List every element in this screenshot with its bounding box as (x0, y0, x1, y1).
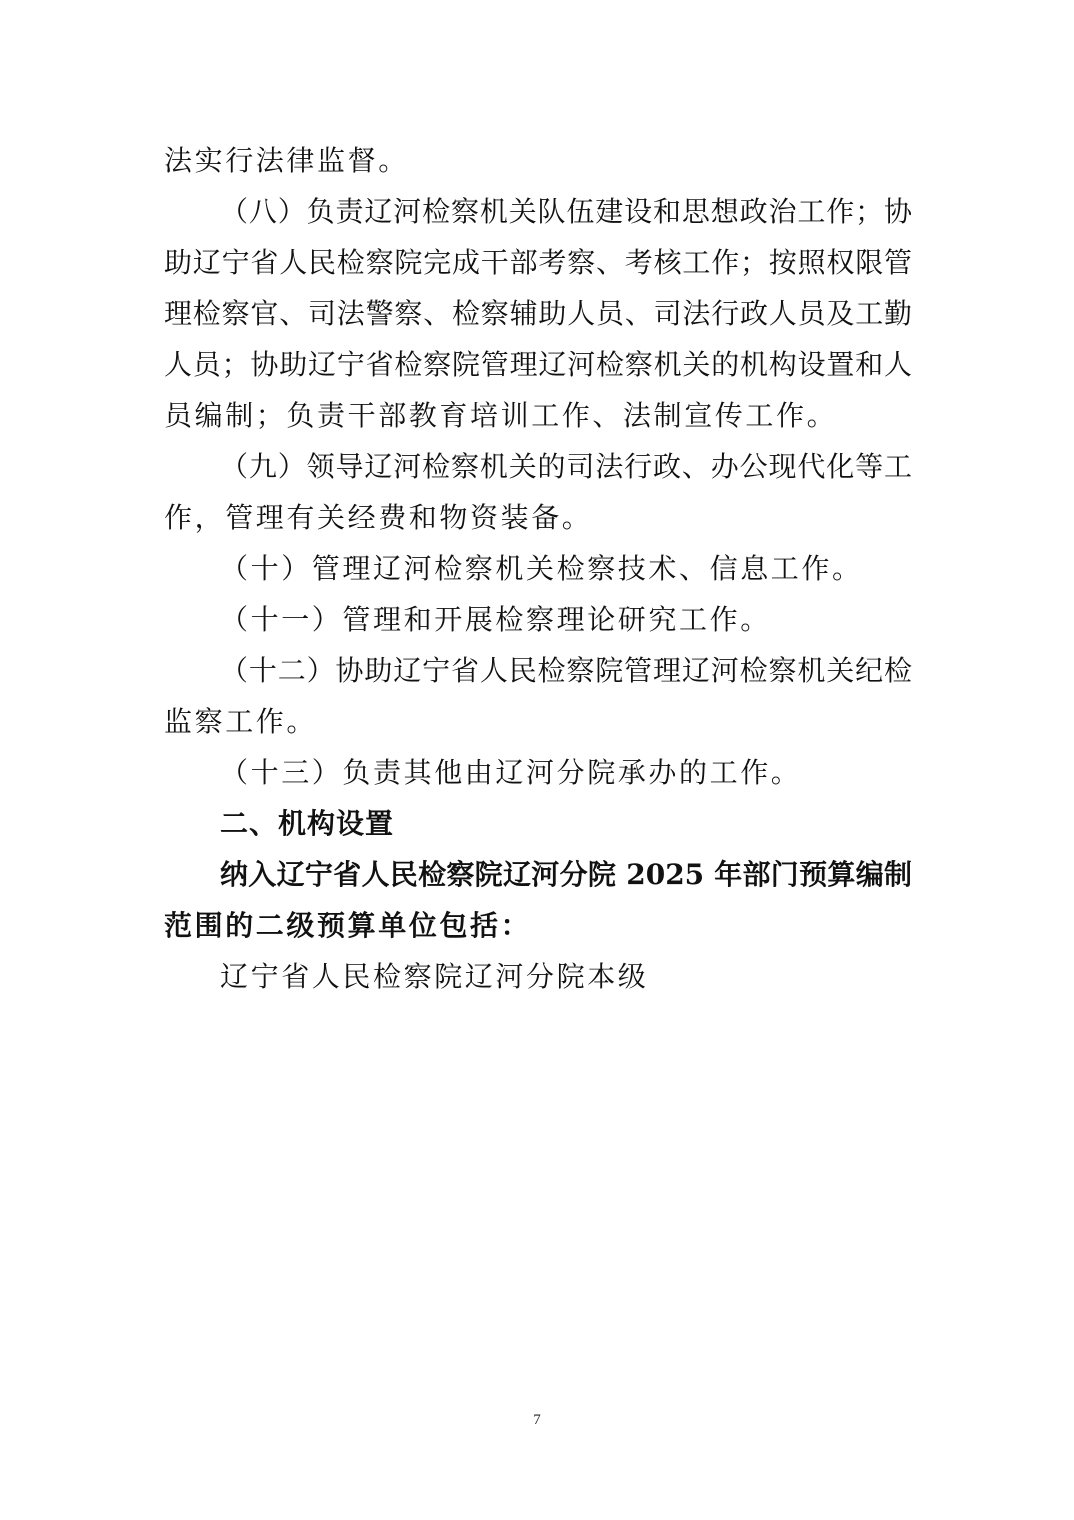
section-heading: 二、机构设置 (220, 807, 395, 840)
page-number: 7 (533, 1412, 541, 1428)
paragraph-line: 范围的二级预算单位包括： (164, 909, 532, 942)
paragraph-line: （九）领导辽河检察机关的司法行政、办公现代化等工 (220, 450, 912, 483)
paragraph-line: 纳入辽宁省人民检察院辽河分院 2025 年部门预算编制 (220, 858, 912, 891)
paragraph-line: 监察工作。 (164, 705, 318, 738)
paragraph-line: 助辽宁省人民检察院完成干部考察、考核工作；按照权限管 (164, 246, 912, 279)
paragraph-line: 辽宁省人民检察院辽河分院本级 (220, 960, 649, 993)
paragraph-line: 人员；协助辽宁省检察院管理辽河检察机关的机构设置和人 (164, 348, 912, 381)
paragraph-line: （十二）协助辽宁省人民检察院管理辽河检察机关纪检 (220, 654, 912, 687)
paragraph-line: （十一）管理和开展检察理论研究工作。 (220, 603, 771, 636)
paragraph-line: （八）负责辽河检察机关队伍建设和思想政治工作；协 (220, 195, 912, 228)
document-body (164, 135, 912, 1002)
paragraph-line: 员编制；负责干部教育培训工作、法制宣传工作。 (164, 399, 838, 432)
paragraph-line: 理检察官、司法警察、检察辅助人员、司法行政人员及工勤 (164, 297, 912, 330)
paragraph-line: 作，管理有关经费和物资装备。 (164, 501, 593, 534)
paragraph-line: （十）管理辽河检察机关检察技术、信息工作。 (220, 552, 863, 585)
paragraph-line: 法实行法律监督。 (164, 144, 409, 177)
paragraph-line: （十三）负责其他由辽河分院承办的工作。 (220, 756, 802, 789)
